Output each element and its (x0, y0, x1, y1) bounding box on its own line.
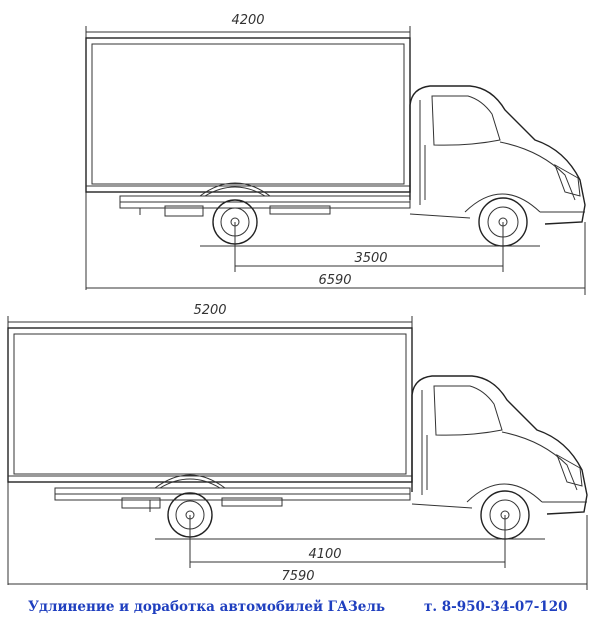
body-length-label: 5200 (193, 303, 227, 318)
wheelbase-label: 3500 (354, 251, 388, 266)
caption-phone: т. 8-950-34-07-120 (424, 599, 568, 615)
truck-long-drawing (8, 303, 587, 590)
overall-length-label: 6590 (318, 273, 352, 288)
wheelbase-label: 4100 (308, 547, 342, 562)
caption-bar (0, 596, 600, 620)
caption-title: Удлинение и доработка автомобилей ГАЗель (28, 599, 385, 615)
overall-length-label: 7590 (281, 569, 315, 584)
truck-short-drawing (86, 13, 585, 295)
body-length-label: 4200 (231, 13, 265, 28)
